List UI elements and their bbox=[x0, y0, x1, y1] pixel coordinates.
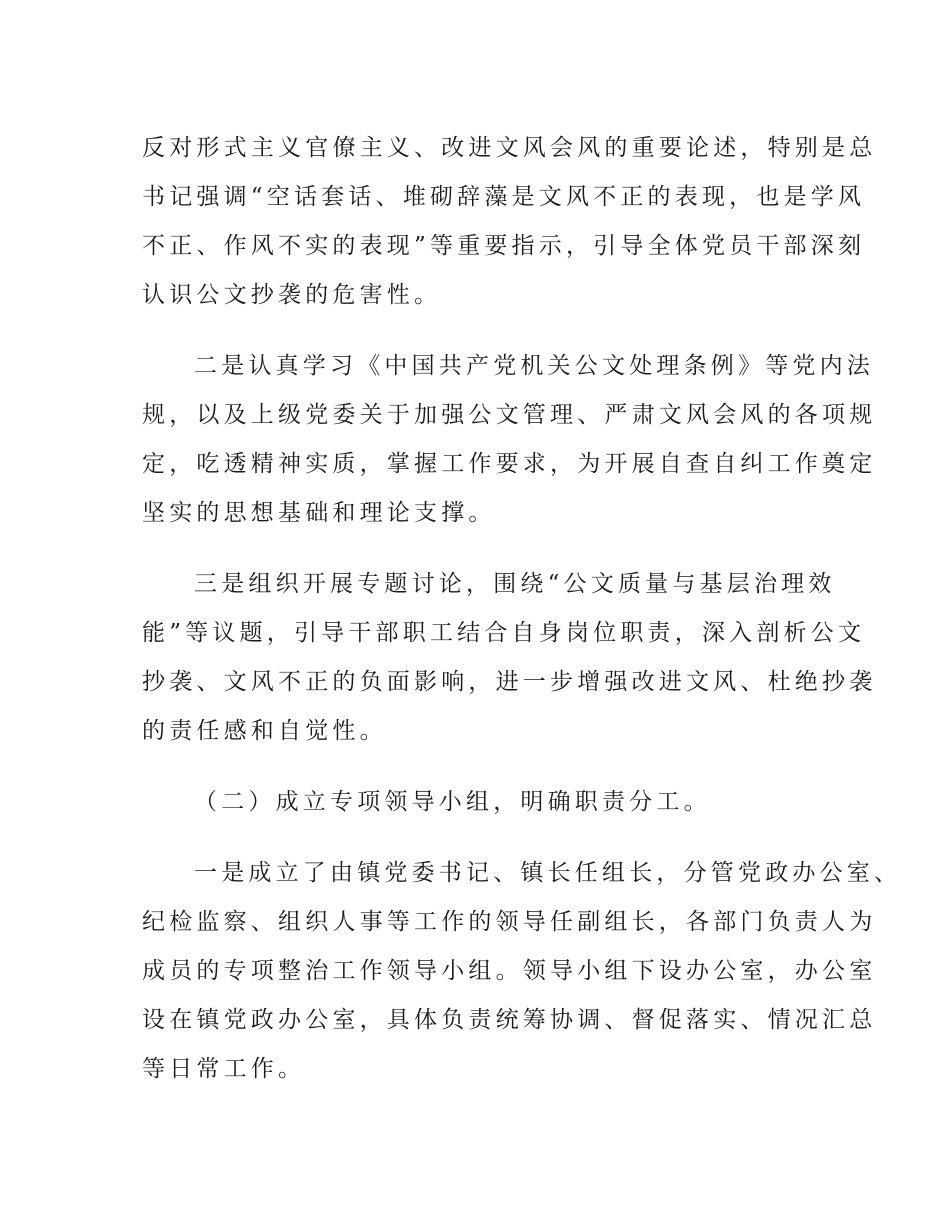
text-line: 一是成立了由镇党委书记、镇长任组长，分管党政办公室、 bbox=[194, 860, 902, 886]
text-line: 规，以及上级党委关于加强公文管理、严肃文风会风的各项规 bbox=[142, 402, 877, 428]
paragraph-special-discussion bbox=[142, 560, 877, 756]
subheading-text: （二）成立专项领导小组，明确职责分工。 bbox=[194, 789, 711, 815]
text-line: 书记强调“空话套话、堆砌辞藻是文风不正的表现，也是学风 bbox=[142, 184, 866, 210]
text-line: 三是组织开展专题讨论，围绕“公文质量与基层治理效 bbox=[194, 571, 836, 597]
text-line: 二是认真学习《中国共产党机关公文处理条例》等党内法 bbox=[194, 353, 874, 379]
text-line: 纪检监察、组织人事等工作的领导任副组长，各部门负责人为 bbox=[142, 909, 877, 935]
paragraph-study-regulations bbox=[142, 342, 877, 538]
text-line: 能”等议题，引导干部职工结合自身岗位职责，深入剖析公文 bbox=[142, 620, 866, 646]
section-subheading bbox=[142, 778, 822, 827]
text-line: 成员的专项整治工作领导小组。领导小组下设办公室，办公室 bbox=[142, 958, 877, 984]
text-line: 的责任感和自觉性。 bbox=[142, 718, 387, 744]
text-line: 不正、作风不实的表现”等重要指示，引导全体党员干部深刻 bbox=[142, 233, 866, 259]
paragraph-study-speeches bbox=[142, 124, 877, 320]
text-line: 抄袭、文风不正的负面影响，进一步增强改进文风、杜绝抄袭 bbox=[142, 669, 877, 695]
text-line: 定，吃透精神实质，掌握工作要求，为开展自查自纠工作奠定 bbox=[142, 451, 877, 477]
text-line: 设在镇党政办公室，具体负责统筹协调、督促落实、情况汇总 bbox=[142, 1007, 877, 1033]
document-body bbox=[142, 124, 902, 1116]
text-line: 坚实的思想基础和理论支撑。 bbox=[142, 500, 496, 526]
text-line: 反对形式主义官僚主义、改进文风会风的重要论述，特别是总 bbox=[142, 135, 877, 161]
text-line: 等日常工作。 bbox=[142, 1056, 306, 1082]
text-line: 认识公文抄袭的危害性。 bbox=[142, 282, 442, 308]
paragraph-leading-group bbox=[142, 849, 902, 1094]
